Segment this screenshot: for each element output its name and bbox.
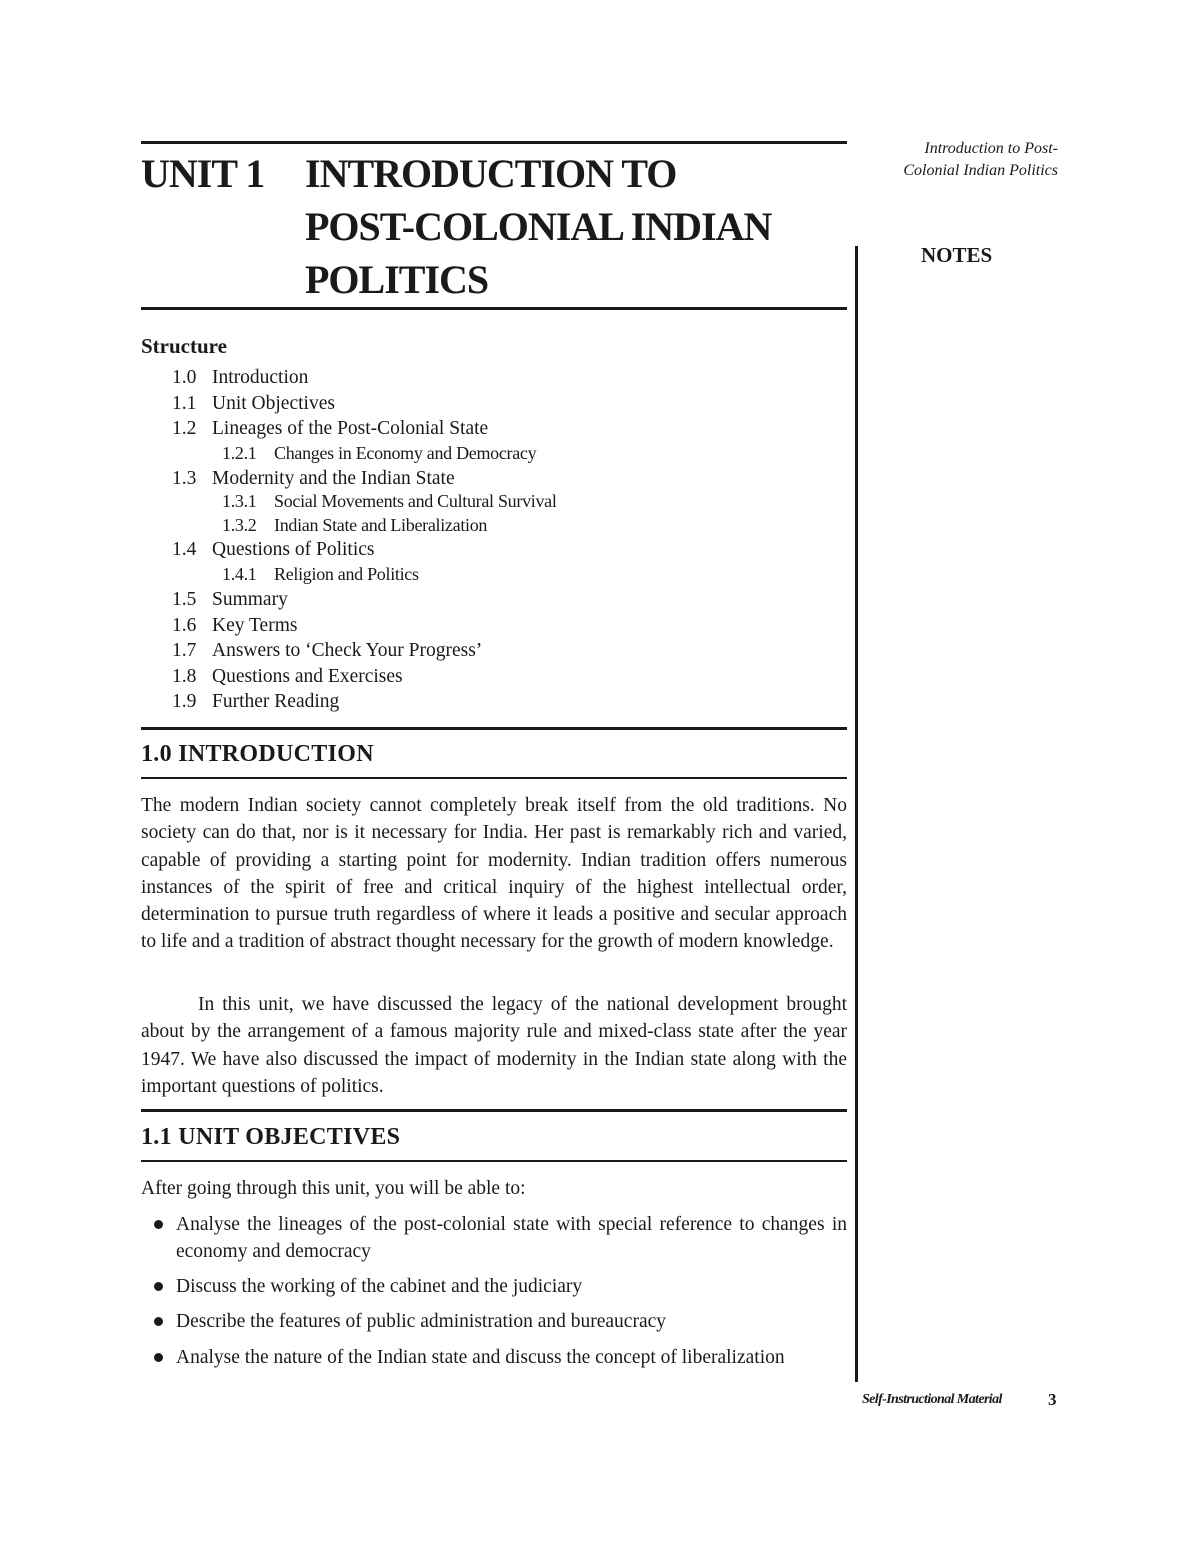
toc-label: Summary — [212, 589, 288, 610]
toc-number: 1.2 — [172, 418, 197, 439]
introduction-paragraph-1: The modern Indian society cannot completely break itself from the old traditions. No society can do that, nor is it necessary for India. Her past is remarkably rich and varied, capable of providing a starting point for modernity. Indian tradition offers numerous instances of the spirit of free and critical inquiry of the highest intellectual order, determination to pursue truth regardless of where it leads a positive and secular approach to life and a tradition of abstract thought necessary for the growth of modern knowledge. — [141, 795, 847, 953]
toc-number: 1.1 — [172, 393, 197, 414]
header-top-rule — [141, 141, 847, 144]
notes-label: NOTES — [921, 243, 993, 267]
toc-number: 1.5 — [172, 589, 197, 610]
unit-title-line-3: POLITICS — [305, 257, 489, 302]
unit-label: UNIT 1 — [141, 151, 265, 196]
toc-number: 1.3 — [172, 468, 197, 489]
objective-bullet — [176, 1344, 847, 1371]
toc-item — [172, 640, 482, 662]
toc-number: 1.8 — [172, 666, 197, 687]
section-bottom-rule — [141, 777, 847, 779]
margin-vertical-rule — [855, 246, 858, 1382]
bullet-dot-icon — [154, 1220, 163, 1229]
toc-label: Introduction — [212, 367, 309, 388]
toc-subitem — [222, 564, 419, 585]
toc-subitem — [222, 443, 536, 464]
toc-number: 1.0 — [172, 367, 197, 388]
toc-number: 1.9 — [172, 691, 197, 712]
toc-item — [172, 418, 488, 440]
bullet-dot-icon — [154, 1317, 163, 1326]
introduction-paragraph-2: In this unit, we have discussed the legacy of the national development brought about by the arrangement of a famous majority rule and mixed-class state after the year 1947. We have also discussed the impact of modernity in the Indian state along with the important questions of politics. — [141, 994, 847, 1097]
structure-heading: Structure — [141, 334, 227, 358]
toc-item — [172, 468, 455, 490]
toc-number: 1.7 — [172, 640, 197, 661]
objective-bullet — [176, 1211, 847, 1265]
toc-number: 1.4 — [172, 539, 197, 560]
toc-number: 1.4.1 — [222, 564, 257, 584]
unit-title-line-1: INTRODUCTION TO — [305, 151, 677, 196]
section-top-rule — [141, 727, 847, 730]
running-head-line-2: Colonial Indian Politics — [903, 162, 1058, 179]
toc-item — [172, 691, 339, 713]
unit-title-line-2: POST-COLONIAL INDIAN — [305, 204, 772, 249]
toc-number: 1.3.1 — [222, 491, 257, 511]
header-bottom-rule — [141, 307, 847, 310]
objective-text: Analyse the nature of the Indian state and discuss the concept of liberalization — [176, 1347, 785, 1368]
toc-item — [172, 666, 403, 688]
section-top-rule — [141, 1109, 847, 1112]
toc-label: Social Movements and Cultural Survival — [274, 491, 557, 511]
toc-label: Lineages of the Post-Colonial State — [212, 418, 489, 439]
page-number: 3 — [1048, 1390, 1057, 1409]
objective-bullet — [176, 1273, 847, 1300]
running-head — [880, 138, 1058, 182]
toc-label: Changes in Economy and Democracy — [274, 443, 537, 463]
toc-label: Answers to ‘Check Your Progress’ — [212, 640, 483, 661]
toc-subitem — [222, 491, 557, 512]
toc-number: 1.6 — [172, 615, 197, 636]
toc-label: Questions of Politics — [212, 539, 375, 560]
running-head-line-1: Introduction to Post- — [924, 140, 1058, 157]
toc-number: 1.3.2 — [222, 515, 257, 535]
bullet-dot-icon — [154, 1282, 163, 1291]
toc-item — [172, 615, 297, 637]
bullet-dot-icon — [154, 1353, 163, 1362]
toc-label: Indian State and Liberalization — [274, 515, 488, 535]
objective-text: Discuss the working of the cabinet and the judiciary — [176, 1276, 583, 1297]
toc-label: Religion and Politics — [274, 564, 419, 584]
objectives-intro: After going through this unit, you will be able to: — [141, 1178, 526, 1199]
section-bottom-rule — [141, 1160, 847, 1162]
objective-text: Analyse the lineages of the post-colonial state with special reference to changes in economy and democracy — [176, 1214, 847, 1262]
toc-label: Key Terms — [212, 615, 298, 636]
footer-label: Self-Instructional Material — [862, 1392, 1002, 1407]
objectives-heading: 1.1 UNIT OBJECTIVES — [141, 1124, 401, 1150]
toc-subitem — [222, 515, 487, 536]
objective-text: Describe the features of public administration and bureaucracy — [176, 1311, 667, 1332]
toc-number: 1.2.1 — [222, 443, 257, 463]
toc-item — [172, 589, 288, 611]
toc-item — [172, 367, 308, 389]
toc-item — [172, 393, 335, 415]
toc-label: Further Reading — [212, 691, 340, 712]
introduction-heading: 1.0 INTRODUCTION — [141, 741, 374, 767]
toc-label: Questions and Exercises — [212, 666, 403, 687]
toc-label: Modernity and the Indian State — [212, 468, 455, 489]
toc-item — [172, 539, 375, 561]
objective-bullet — [176, 1308, 847, 1335]
toc-label: Unit Objectives — [212, 393, 335, 414]
